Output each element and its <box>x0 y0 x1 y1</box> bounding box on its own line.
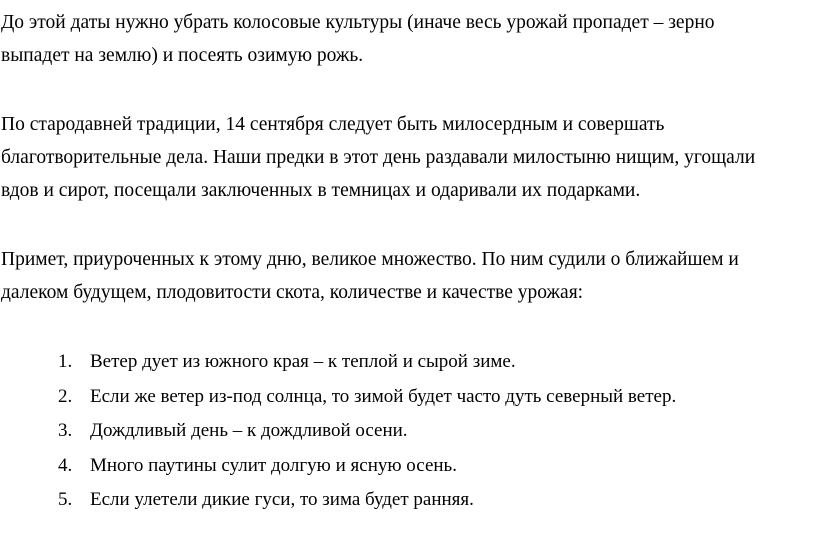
text-line: выпадет на землю) и посеять озимую рожь. <box>1 45 364 66</box>
text-line: До этой даты нужно убрать колосовые культуры (иначе весь урожай пропадет – зерно <box>1 12 715 33</box>
list-item-number: 3. <box>58 420 73 441</box>
paragraph-tradition <box>1 108 755 207</box>
text-line: Примет, приуроченных к этому дню, великое множество. По ним судили о ближайшем и <box>1 249 739 270</box>
list-item-text: Дождливый день – к дождливой осени. <box>90 420 408 441</box>
text-line: По стародавней традиции, 14 сентября следует быть милосердным и совершать <box>1 114 665 135</box>
list-item-number: 5. <box>58 489 73 510</box>
list-item-text: Если же ветер из-под солнца, то зимой будет часто дуть северный ветер. <box>90 385 677 407</box>
list-item-number: 2. <box>58 385 73 407</box>
list-item-text: Если улетели дикие гуси, то зима будет ранняя. <box>90 489 474 510</box>
text-line: вдов и сирот, посещали заключенных в темницах и одаривали их подарками. <box>1 180 641 201</box>
list-item-text: Много паутины сулит долгую и ясную осень. <box>90 454 457 476</box>
text-line: далеком будущем, плодовитости скота, количестве и качестве урожая: <box>1 282 584 303</box>
list-item-number: 4. <box>58 454 73 476</box>
list-item-number: 1. <box>58 351 73 372</box>
list-item-text: Ветер дует из южного края – к теплой и сырой зиме. <box>90 351 516 372</box>
paragraph-omens-intro <box>1 243 739 309</box>
paragraph-harvest <box>1 6 715 72</box>
text-line: благотворительные дела. Наши предки в этот день раздавали милостыню нищим, угощали <box>1 147 756 168</box>
